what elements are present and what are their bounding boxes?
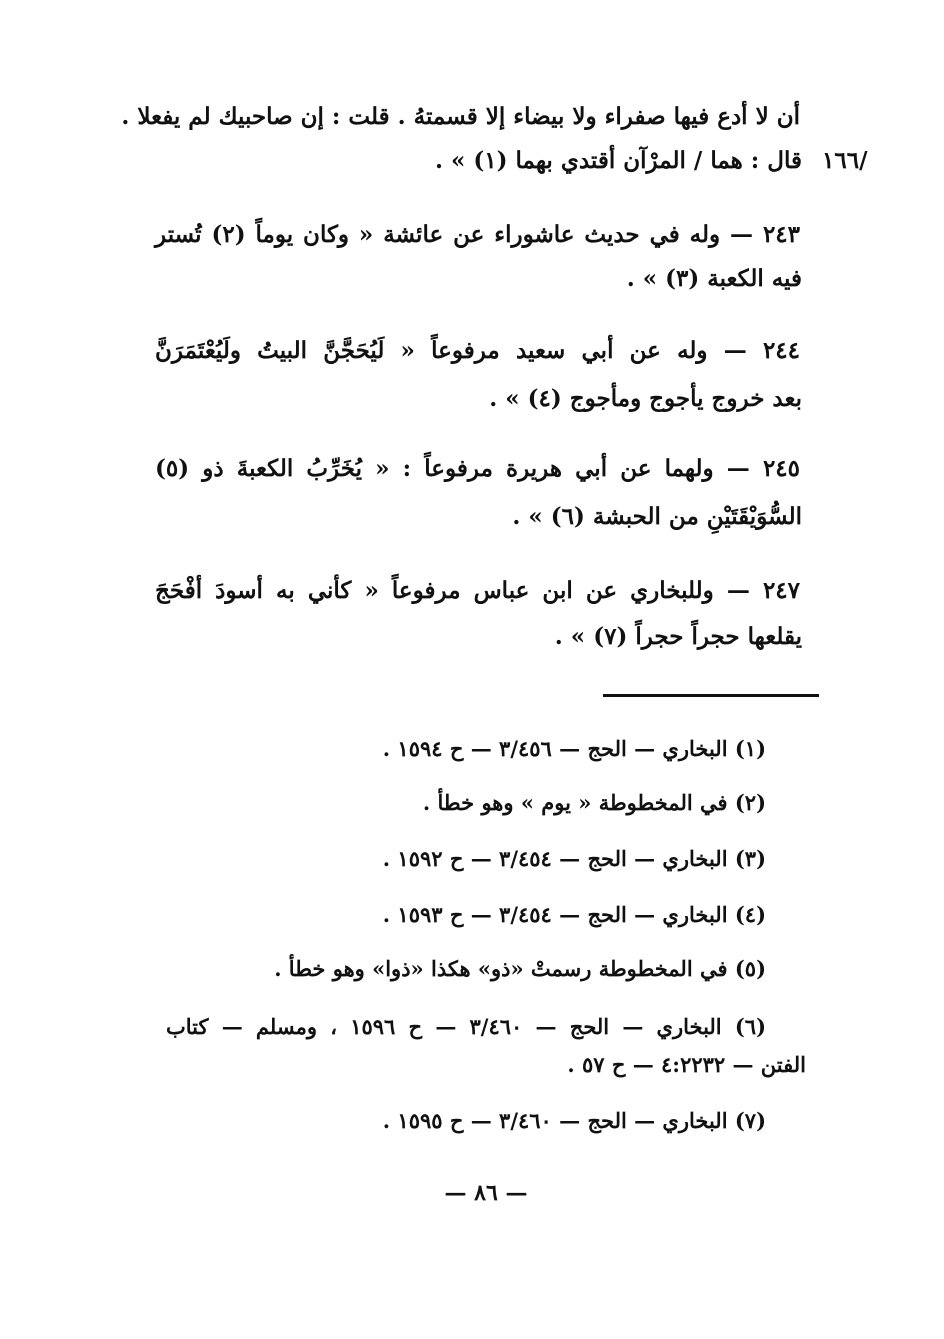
text-line: بعد خروج يأجوج ومأجوج (٤) » . <box>489 385 802 412</box>
text-line: يقلعها حجراً حجراً (٧) » . <box>554 623 802 650</box>
hadith-247: ٢٤٧ — وللبخاري عن ابن عباس مرفوعاً « كأني به أسودَ أفْحَجَ <box>155 577 800 604</box>
margin-reference: /١٦٦ <box>822 147 868 174</box>
hadith-243: ٢٤٣ — وله في حديث عاشوراء عن عائشة « وكان يوماً (٢) تُستر <box>155 221 800 248</box>
footnote-2: (٢) في المخطوطة « يوم » وهو خطأ . <box>422 790 766 815</box>
hadith-244: ٢٤٤ — وله عن أبي سعيد مرفوعاً « لَيُحَجَّنَّ البيتُ ولَيُعْتَمَرَنَّ <box>155 337 800 364</box>
footnote-separator <box>603 694 819 697</box>
footnote-5: (٥) في المخطوطة رسمتْ «ذو» هكذا «ذوا» وهو خطأ . <box>274 956 766 981</box>
text-line: قال : هما / المرْآن أقتدي بهما (١) » . <box>435 147 802 174</box>
footnote-4: (٤) البخاري — الحج — ٣/٤٥٤ — ح ١٥٩٣ . <box>382 902 766 927</box>
hadith-245: ٢٤٥ — ولهما عن أبي هريرة مرفوعاً : « يُخَرِّبُ الكعبةَ ذو (٥) <box>155 455 800 482</box>
footnote-6: (٦) البخاري — الحج — ٣/٤٦٠ — ح ١٥٩٦ ، ومسلم — كتاب <box>166 1014 767 1039</box>
text-line: أن لا أدع فيها صفراء ولا بيضاء إلا قسمتهُ . قلت : إن صاحبيك لم يفعلا . <box>121 103 800 130</box>
page-number: — ٨٦ — <box>444 1180 528 1206</box>
footnote-6-continued: الفتن — ٤:٢٢٣٢ — ح ٥٧ . <box>567 1052 806 1077</box>
text-line: السُّوَيْقَتَيْنِ من الحبشة (٦) » . <box>512 503 802 530</box>
text-line: فيه الكعبة (٣) » . <box>626 265 802 292</box>
footnote-3: (٣) البخاري — الحج — ٣/٤٥٤ — ح ١٥٩٢ . <box>382 846 766 871</box>
footnote-1: (١) البخاري — الحج — ٣/٤٥٦ — ح ١٥٩٤ . <box>382 736 766 761</box>
footnote-7: (٧) البخاري — الحج — ٣/٤٦٠ — ح ١٥٩٥ . <box>382 1108 766 1133</box>
